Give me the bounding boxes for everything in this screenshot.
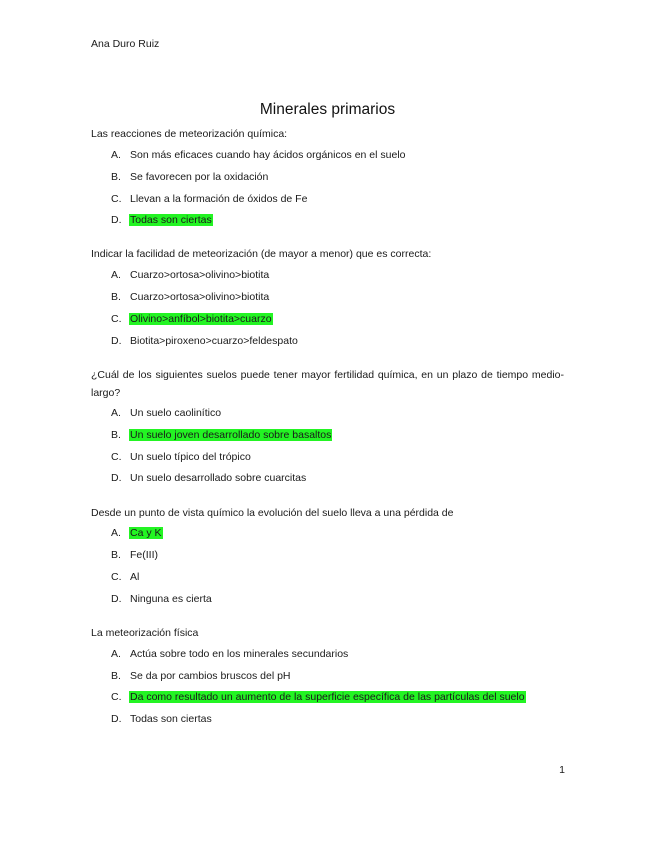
page-number: 1 bbox=[559, 764, 565, 776]
question-1-option-b: B. Se favorecen por la oxidación bbox=[111, 171, 269, 183]
question-4-option-a: A. Ca y K bbox=[111, 527, 162, 539]
question-5-option-d: D. Todas son ciertas bbox=[111, 713, 212, 725]
question-5-text: La meteorización física bbox=[91, 627, 199, 639]
question-5-option-a: A. Actúa sobre todo en los minerales secundarios bbox=[111, 648, 349, 660]
page-header-author: Ana Duro Ruiz bbox=[91, 38, 160, 50]
question-2-option-a: A. Cuarzo>ortosa>olivino>biotita bbox=[111, 269, 270, 281]
question-3-option-b: B. Un suelo joven desarrollado sobre basaltos bbox=[111, 429, 332, 441]
question-4-option-d: D. Ninguna es cierta bbox=[111, 593, 212, 605]
question-1-option-c: C. Llevan a la formación de óxidos de Fe bbox=[111, 193, 308, 205]
question-2-option-b: B. Cuarzo>ortosa>olivino>biotita bbox=[111, 291, 270, 303]
question-3-text: ¿Cuál de los siguientes suelos puede tener mayor fertilidad química, en un plazo de tiempo medio-largo? bbox=[91, 369, 564, 399]
question-2-option-d: D. Biotita>piroxeno>cuarzo>feldespato bbox=[111, 335, 298, 347]
question-5-option-c: C. Da como resultado un aumento de la superficie específica de las partículas del suelo bbox=[111, 691, 525, 703]
question-1-option-d: D. Todas son ciertas bbox=[111, 214, 212, 226]
question-1-text: Las reacciones de meteorización química: bbox=[91, 128, 288, 140]
question-4-text: Desde un punto de vista químico la evolución del suelo lleva a una pérdida de bbox=[91, 507, 454, 519]
question-4-option-c: C. Al bbox=[111, 571, 140, 583]
question-1-option-a: A. Son más eficaces cuando hay ácidos orgánicos en el suelo bbox=[111, 149, 406, 161]
question-3-option-d: D. Un suelo desarrollado sobre cuarcitas bbox=[111, 472, 307, 484]
question-2-option-c: C. Olivino>anfíbol>biotita>cuarzo bbox=[111, 313, 272, 325]
question-5-option-b: B. Se da por cambios bruscos del pH bbox=[111, 670, 291, 682]
question-2-text: Indicar la facilidad de meteorización (de mayor a menor) que es correcta: bbox=[91, 248, 432, 260]
question-4-option-b: B. Fe(III) bbox=[111, 549, 158, 561]
question-3-option-a: A. Un suelo caolinítico bbox=[111, 407, 222, 419]
question-3-option-c: C. Un suelo típico del trópico bbox=[111, 451, 251, 463]
page-title: Minerales primarios bbox=[259, 101, 396, 118]
